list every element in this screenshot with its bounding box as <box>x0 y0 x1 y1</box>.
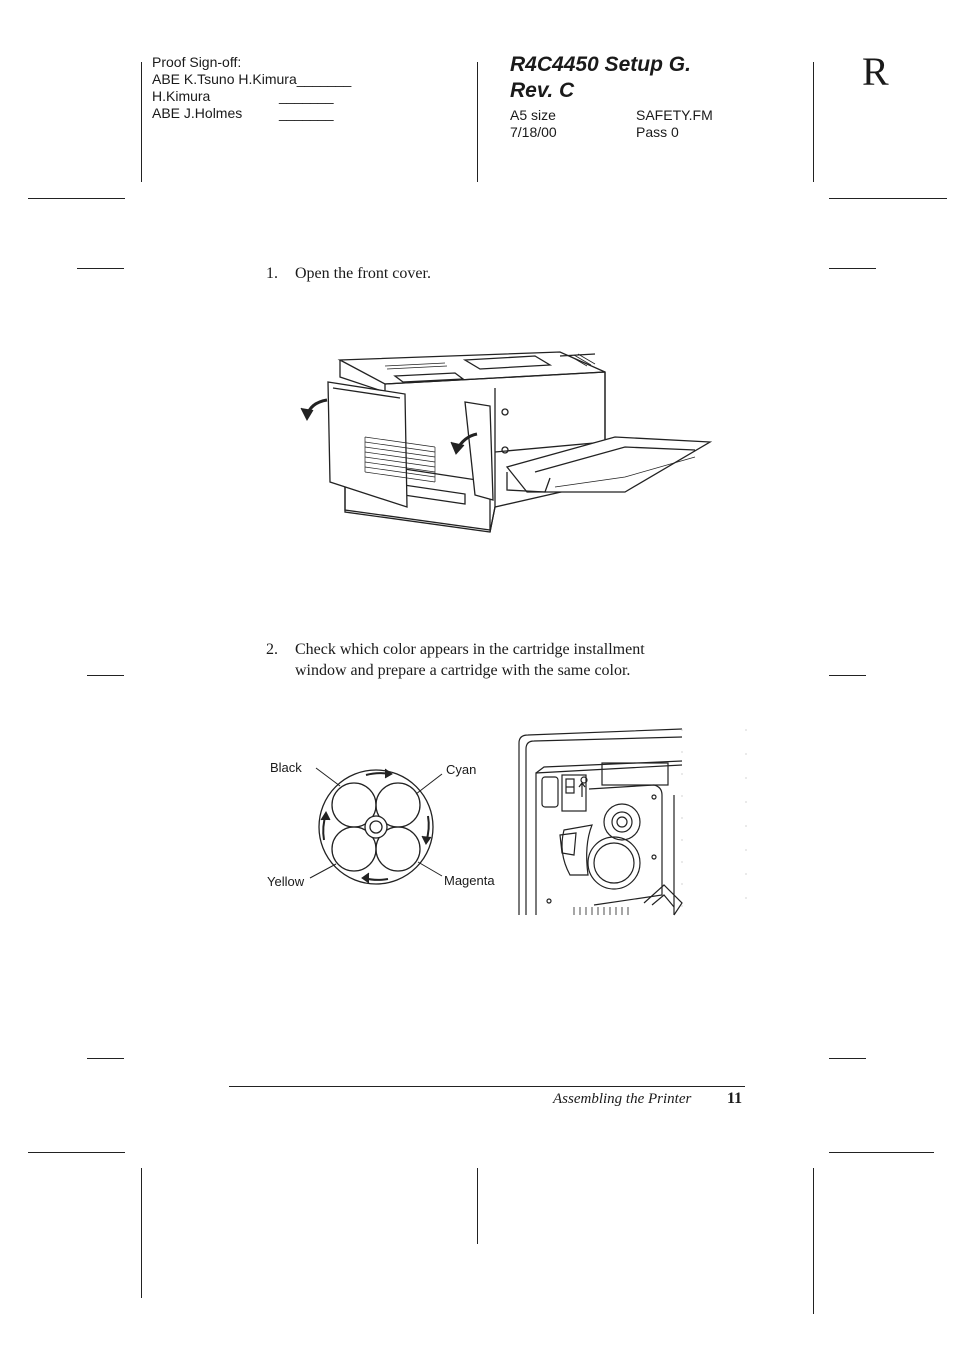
crop-mark <box>829 1152 934 1153</box>
label-yellow: Yellow <box>267 874 305 889</box>
proof-line: ABE K.Tsuno H.Kimura_______ <box>152 71 352 87</box>
label-cyan: Cyan <box>446 762 477 777</box>
crop-mark <box>477 1168 478 1244</box>
crop-mark <box>28 198 125 199</box>
page-size: A5 size <box>510 107 556 123</box>
printer-open-cover-illustration <box>295 332 715 542</box>
crop-mark <box>28 1152 125 1153</box>
crop-mark <box>87 675 124 676</box>
page-number: 11 <box>727 1090 743 1107</box>
crop-mark <box>829 675 866 676</box>
crop-mark <box>829 1058 866 1059</box>
crop-mark <box>813 62 814 182</box>
crop-mark <box>477 62 478 182</box>
label-magenta: Magenta <box>444 873 495 888</box>
crop-mark <box>829 268 876 269</box>
crop-mark <box>141 62 142 182</box>
proof-line: H.Kimura _______ <box>152 88 334 104</box>
section-letter: R <box>862 49 889 94</box>
cartridge-window-illustration <box>514 725 754 917</box>
proof-signoff <box>152 54 351 122</box>
step-1-text: Open the front cover. <box>295 265 431 282</box>
step-2-text-line-1: Check which color appears in the cartridge installment <box>295 641 645 658</box>
document-title: R4C4450 Setup G. Rev. C <box>510 53 691 102</box>
crop-mark <box>77 268 124 269</box>
file-name: SAFETY.FM <box>636 107 713 123</box>
crop-mark <box>87 1058 124 1059</box>
crop-mark <box>829 198 947 199</box>
pass: Pass 0 <box>636 124 679 140</box>
step-2-text-line-2: window and prepare a cartridge with the same color. <box>295 662 631 679</box>
crop-mark <box>813 1168 814 1314</box>
proof-line: Proof Sign-off: <box>152 54 242 70</box>
step-2-number: 2. <box>266 641 278 658</box>
step-1-number: 1. <box>266 265 278 282</box>
footer-section: Assembling the Printer <box>553 1091 692 1107</box>
proof-line: ABE J.Holmes _______ <box>152 105 334 121</box>
label-black: Black <box>270 760 302 775</box>
footer-rule <box>229 1086 745 1087</box>
date: 7/18/00 <box>510 124 557 140</box>
crop-mark <box>141 1168 142 1298</box>
